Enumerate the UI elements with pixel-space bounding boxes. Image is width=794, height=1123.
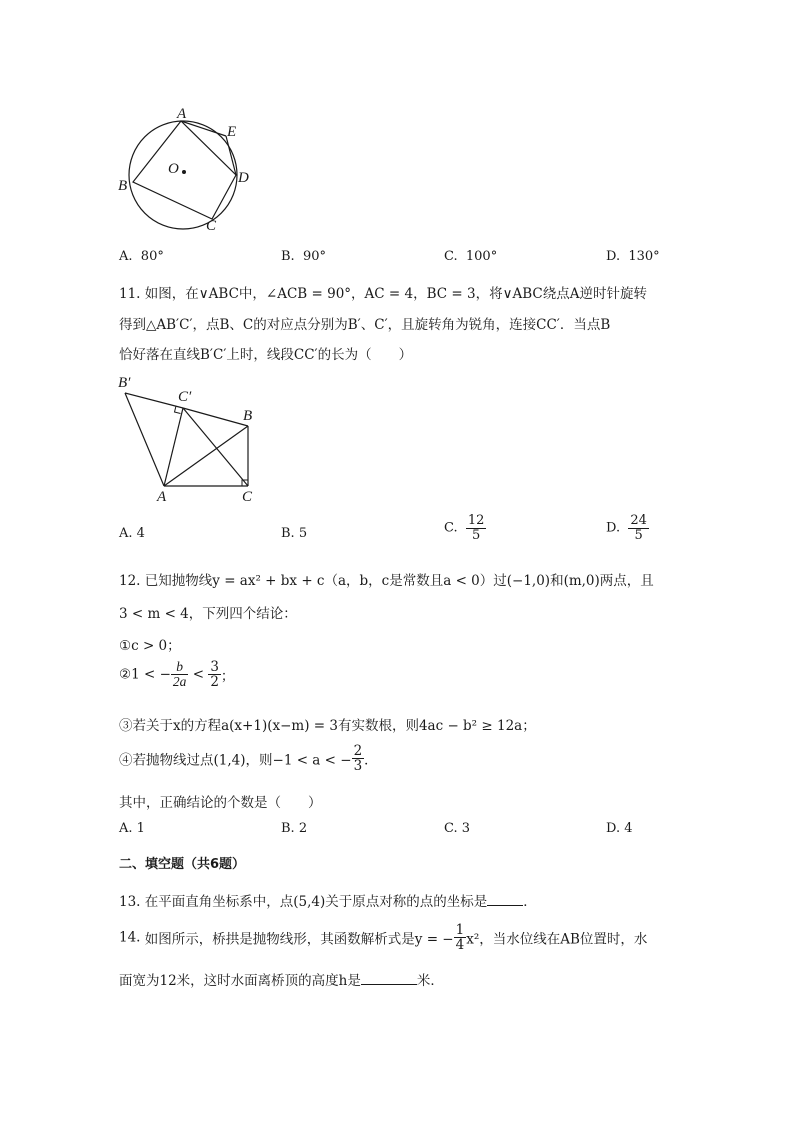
q10-figure [112,100,262,235]
section-title: 二、填空题（共6题） [119,857,246,872]
q12-option-a[interactable]: A. 1 [119,821,145,836]
seg-bp-a [125,393,164,486]
q10-option-d[interactable]: D. 130° [606,249,660,264]
q12-conclusion-1: ①c > 0； [119,638,181,654]
q13-answer-blank[interactable] [487,893,523,906]
q12-option-c[interactable]: C. 3 [444,821,471,836]
label-e: E [227,124,237,140]
q10-option-c[interactable]: C. 100° [444,249,498,264]
chord-ae [181,121,226,136]
q14-line2: 面宽为12米，这时水面离桥顶的高度h是 米． [119,973,444,989]
q11-figure [112,370,272,505]
seg-bp-cp [125,393,183,408]
q13-text: 13. 在平面直角坐标系中，点(5,4)关于原点对称的点的坐标是 ． [119,894,537,910]
label-c: C [242,489,253,505]
q10-option-a[interactable]: A. 80° [119,249,164,264]
label-cp: C′ [178,389,192,405]
q11-option-c[interactable]: C. $\frac{12}{5}$ [444,513,485,543]
q11-option-b[interactable]: B. 5 [281,526,308,541]
q14-line1: 14. 如图所示，桥拱是抛物线形，其函数解析式是y = − $\frac{1}{4}$ x²，当水位线在AB位置时，水 [119,922,648,954]
q11-option-d[interactable]: D. $\frac{24}{5}$ [606,513,647,543]
q11-line1: 11. 如图，在∨ABC中，∠ACB = 90°，AC = 4，BC = 3，将∨ABC绕点A逆时针旋转 [119,286,647,302]
label-a: A [177,106,187,122]
seg-cp-c [183,408,248,486]
q11-line3: 恰好落在直线B′C′上时，线段CC′的长为（ ） [119,347,413,363]
label-bp: B′ [118,375,131,391]
label-b: B [118,178,128,194]
q12-question: 其中，正确结论的个数是（ ） [119,795,322,811]
center-dot [182,170,186,174]
label-c: C [206,218,217,234]
chord-ed [226,136,236,175]
q12-conclusion-2: ②1 < − $\frac{b}{2a}$ < $\frac{3}{2}$ ； [119,659,235,691]
q12-line2: 3 < m < 4，下列四个结论： [119,606,297,622]
q10-option-b[interactable]: B. 90° [281,249,326,264]
q11-option-a[interactable]: A. 4 [119,526,145,541]
q11-line2: 得到△AB′C′，点B、C的对应点分别为B′、C′，且旋转角为锐角，连接CC′．当点B [119,317,611,333]
label-d: D [238,170,249,186]
q12-option-b[interactable]: B. 2 [281,821,308,836]
q12-conclusion-3: ③若关于x的方程a(x+1)(x−m) = 3有实数根，则4ac − b² ≥ 12a； [119,718,536,734]
seg-cp-b [183,408,248,426]
label-a: A [157,489,167,505]
q12-option-d[interactable]: D. 4 [606,821,633,836]
q14-answer-blank[interactable] [361,972,417,985]
label-b: B [243,408,253,424]
q12-conclusion-4: ④若抛物线过点(1,4)，则−1 < a < − $\frac{2}{3}$ ． [119,743,378,775]
q12-line1: 12. 已知抛物线y = ax² + bx + c（a，b，c是常数且a < 0）过(−1,0)和(m,0)两点，且 [119,573,654,589]
label-o: O [168,161,179,177]
circle-o [129,121,237,229]
